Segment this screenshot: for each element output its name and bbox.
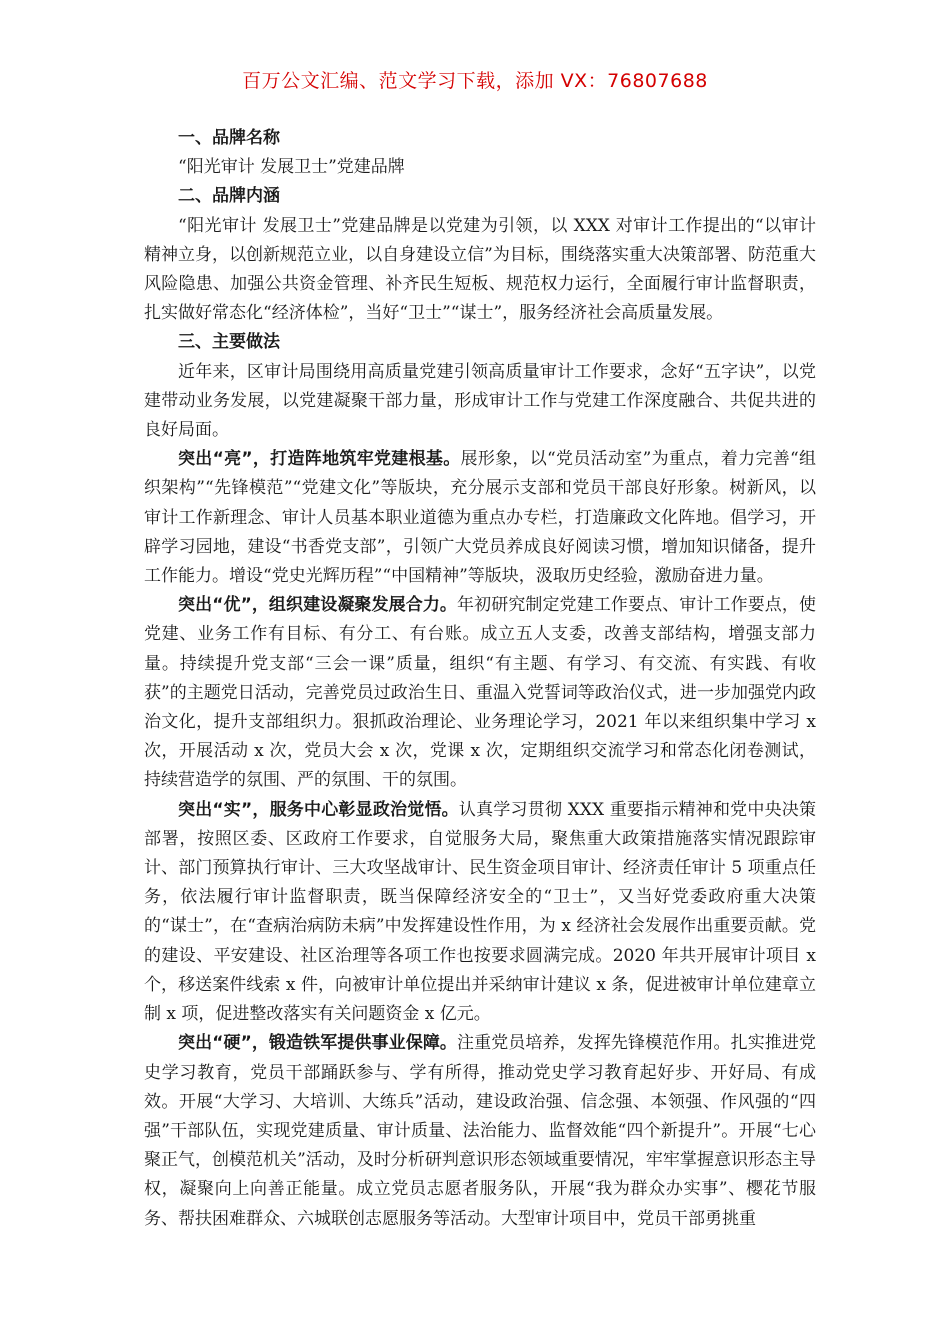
practice-lead: 突出“优”，组织建设凝聚发展合力。	[178, 595, 458, 616]
practice-text: 认真学习贯彻 XXX 重要指示精神和党中央决策部署，按照区委、区政府工作要求，自觉服务大局，聚焦重大政策措施落实情况跟踪审计、部门预算执行审计、三大攻坚战审计、民生资金项目审计、经济责任审计 5 项重点任务，依法履行审计监督职责，既当保障经济安全的“卫士”，又当好党委政府重大决策的“谋士”，在“查病治病防未病”中发挥建设性作用，为 x 经济社会发展作出重要贡献。党的建设、平安建设、社区治理等各项工作也按要求圆满完成。2020 年共开展审计项目 x 个，移送案件线索 x 件，向被审计单位提出并采纳审计建议 x 条，促进被审计单位建章立制 x 项，促进整改落实有关问题资金 x 亿元。	[144, 799, 816, 1025]
watermark-banner: 百万公文汇编、范文学习下载，添加 VX：76807688	[242, 70, 708, 92]
practice-text: 年初研究制定党建工作要点、审计工作要点，使党建、业务工作有目标、有分工、有台账。成立五人支委，改善支部结构，增强支部力量。持续提升党支部“三会一课”质量，组织“有主题、有学习、有交流、有实践、有收获”的主题党日活动，完善党员过政治生日、重温入党誓词等政治仪式，进一步加强党内政治文化，提升支部组织力。狠抓政治理论、业务理论学习，2021 年以来组织集中学习 x 次，开展活动 x 次，党员大会 x 次，党课 x 次，定期组织交流学习和常态化闭卷测试，持续营造学的氛围、严的氛围、干的氛围。	[144, 595, 816, 791]
section-1-text: “阳光审计 发展卫士”党建品牌	[178, 157, 405, 178]
practice-text: 展形象，以“党员活动室”为重点，着力完善“组织架构”“先锋模范”“党建文化”等版块，充分展示支部和党员干部良好形象。树新风，以审计工作新理念、审计人员基本职业道德为重点办专栏，打造廉政文化阵地。倡学习，开辟学习园地，建设“书香党支部”，引领广大党员养成良好阅读习惯，增加知识储备，提升工作能力。增设“党史光辉历程”“中国精神”等版块，汲取历史经验，激励奋进力量。	[144, 449, 816, 587]
practice-lead: 突出“亮”，打造阵地筑牢党建根基。	[178, 449, 461, 470]
section-2-heading: 二、品牌内涵	[178, 186, 280, 207]
practice-lead: 突出“硬”，锻造铁军提供事业保障。	[178, 1033, 458, 1054]
section-3-heading: 三、主要做法	[178, 332, 280, 353]
document-body	[144, 124, 816, 1234]
section-1-heading: 一、品牌名称	[178, 128, 280, 148]
practice-text: 注重党员培养，发挥先锋模范作用。扎实推进党史学习教育，党员干部踊跃参与、学有所得，推动党史学习教育起好步、开好局、有成效。开展“大学习、大培训、大练兵”活动，建设政治强、信念强、本领强、作风强的“四强”干部队伍，实现党建质量、审计质量、法治能力、监督效能“四个新提升”。开展“七心聚正气，创模范机关”活动，及时分析研判意识形态领域重要情况，牢牢掌握意识形态主导权，凝聚向上向善正能量。成立党员志愿者服务队，开展“我为群众办实事”、樱花节服务、帮扶困难群众、六城联创志愿服务等活动。大型审计项目中，党员干部勇挑重	[144, 1033, 816, 1229]
practice-paragraph	[144, 591, 816, 795]
section-3-intro: 近年来，区审计局围绕用高质量党建引领高质量审计工作要求，念好“五字诀”，以党建带动业务发展，以党建凝聚干部力量，形成审计工作与党建工作深度融合、共促共进的良好局面。	[144, 361, 816, 441]
practice-lead: 突出“实”，服务中心彰显政治觉悟。	[178, 799, 459, 820]
practice-paragraph	[144, 796, 816, 1030]
practice-paragraph	[144, 445, 816, 591]
section-2-text: “阳光审计 发展卫士”党建品牌是以党建为引领，以 XXX 对审计工作提出的“以审计精神立身，以创新规范立业，以自身建设立信”为目标，围绕落实重大决策部署、防范重大风险隐患、加强公共资金管理、补齐民生短板、规范权力运行，全面履行审计监督职责，扎实做好常态化“经济体检”，当好“卫士”“谋士”，服务经济社会高质量发展。	[144, 215, 816, 324]
practice-paragraph	[144, 1029, 816, 1233]
